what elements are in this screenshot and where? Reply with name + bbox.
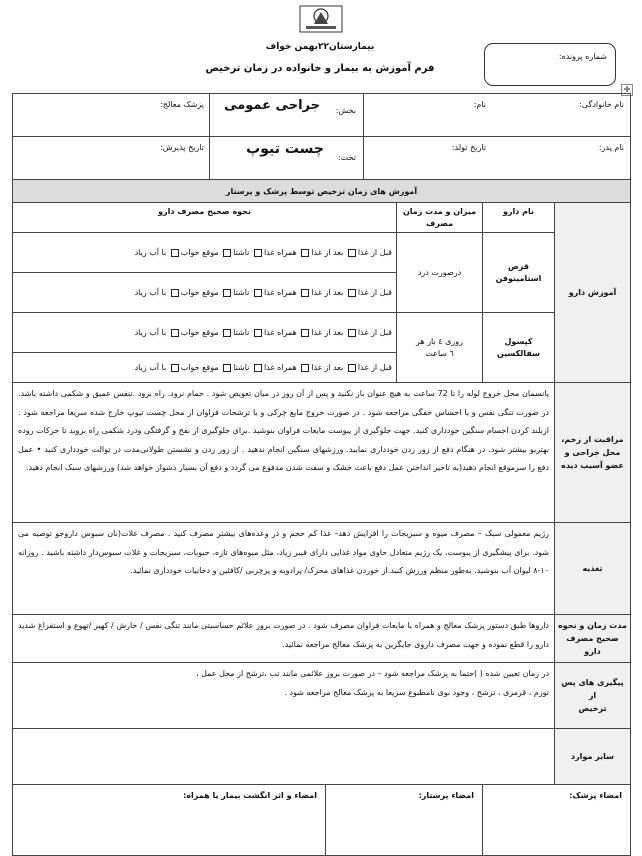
hospital-logo bbox=[298, 2, 344, 36]
checkbox[interactable] bbox=[301, 364, 309, 372]
checkbox[interactable] bbox=[254, 289, 262, 297]
drug-row-dose: درصورت درد bbox=[397, 233, 483, 313]
checkbox[interactable] bbox=[223, 364, 231, 372]
drug-options-row: قبل از غذا بعد از غذا همراه غذا ناشتا موقع خواب با آب زیاد bbox=[13, 353, 397, 383]
checkbox[interactable] bbox=[171, 329, 179, 337]
care-text[interactable]: پانسمان محل خروج لوله را تا 72 ساعت به هیچ عنوان باز نکنید و پس از آن روز در میان تعویض شود . حمام نرود. راه برود .تنفس عمیق و شکمی داشته باشد. در صورت تنگی نفس و یا احساس خفگی مراجعه شود . در صورت خروج مایع چرکی و یا ترشحات فراوان از محل چست تیوپ خارج شده سریعا مراجعه شود . ازبلند کردن اجسام سنگین خودداری کنید. جهت جلوگیری از یبوست مایعات فراوان بنوشید .برای جلوگیری از نفخ و گرفتگی ودرد شکمی راه بروید تا حرکات روده بهتربو بیشتر شود. در هنگام دفع از زور زدن خودداری نمایید. ورزشهای سنگین انجام ندهید . از زور زدن و نشستن طولانی‌مدت در توالت خودداری کنید • عمل دفع را سرموقع انجام دهید(به تاخیر انداختن عمل دفع باعث خشک و سفت شدن مدفوع می گردد و دفع آن بسیار دشوار خواهد شد) ورزشهای سبک انجام دهید. bbox=[13, 383, 555, 523]
doctor-field[interactable]: پزشک معالج: bbox=[160, 100, 204, 109]
checkbox[interactable] bbox=[223, 289, 231, 297]
father-name-field[interactable]: نام پدر: bbox=[598, 143, 624, 152]
checkbox[interactable] bbox=[301, 329, 309, 337]
checkbox[interactable] bbox=[348, 249, 356, 257]
birth-date-field[interactable]: تاریخ تولد: bbox=[451, 143, 486, 152]
checkbox[interactable] bbox=[254, 364, 262, 372]
checkbox[interactable] bbox=[171, 249, 179, 257]
followup-section-label: پیگیری های پس از ترخیص bbox=[555, 663, 631, 729]
checkbox[interactable] bbox=[223, 249, 231, 257]
drug-options-row: قبل از غذا بعد از غذا همراه غذا ناشتا موقع خواب با آب زیاد bbox=[13, 233, 397, 273]
checkbox[interactable] bbox=[254, 329, 262, 337]
other-text[interactable] bbox=[13, 729, 555, 785]
checkbox[interactable] bbox=[254, 249, 262, 257]
nutrition-section-label: تغذیه bbox=[555, 523, 631, 615]
checkbox[interactable] bbox=[348, 329, 356, 337]
form-title: فرم آموزش به بیمار و خانواده در زمان ترخیص bbox=[205, 63, 435, 74]
admit-date-field[interactable]: تاریخ پذیرش: bbox=[160, 143, 204, 152]
family-name-field[interactable]: نام خانوادگی: bbox=[579, 100, 624, 109]
patient-signature[interactable]: امضاء و اثر انگشت بیمار یا همراه: bbox=[183, 791, 317, 800]
file-number-box[interactable] bbox=[484, 43, 616, 86]
checkbox[interactable] bbox=[301, 289, 309, 297]
drug-row-name: قرص استامینوفن bbox=[483, 233, 555, 313]
ward-label: بخش: bbox=[335, 106, 356, 115]
bed-value[interactable]: چست تیوپ bbox=[246, 141, 324, 157]
checkbox[interactable] bbox=[348, 289, 356, 297]
duration-section-label: مدت زمان و نحوه صحیح مصرف دارو bbox=[555, 615, 631, 663]
move-handle-icon[interactable]: ✛ bbox=[621, 84, 633, 96]
drug-col-dose: میزان و مدت زمان مصرف bbox=[397, 203, 483, 233]
discharge-form-table bbox=[12, 93, 631, 856]
drug-options-row: قبل از غذا بعد از غذا همراه غذا ناشتا موقع خواب با آب زیاد bbox=[13, 313, 397, 353]
drug-section-label: آموزش دارو bbox=[555, 203, 631, 383]
bed-label: تخت: bbox=[338, 153, 356, 162]
care-section-label: مراقبت از زخم، محل جراحی و عضو آسیب دیده bbox=[555, 383, 631, 523]
other-section-label: سایر موارد bbox=[555, 729, 631, 785]
duration-text[interactable]: داروها طبق دستور پزشک معالج و همراه با مایعات فراوان مصرف شود . در صورت بروز علائم حساسیتی مانند تنگی نفس / خارش / کهیر /تهوع و استفراغ شدید دارو را قطع نموده و جهت مصرف داروی جایگزین به پزشک معالج مراجعه نمائید. bbox=[13, 615, 555, 663]
checkbox[interactable] bbox=[301, 249, 309, 257]
file-number-label: شماره پرونده: bbox=[558, 52, 607, 61]
name-field[interactable]: نام: bbox=[473, 100, 486, 109]
checkbox[interactable] bbox=[171, 289, 179, 297]
education-header: آموزش های زمان ترخیص توسط پزشک و پرستار bbox=[13, 180, 631, 203]
checkbox[interactable] bbox=[223, 329, 231, 337]
drug-row-dose: روزی ٤ بار هر ٦ ساعت bbox=[397, 313, 483, 383]
checkbox[interactable] bbox=[348, 364, 356, 372]
ward-value[interactable]: جراحی عمومی bbox=[224, 98, 320, 113]
nurse-signature[interactable]: امضاء پرستار: bbox=[325, 785, 482, 855]
drug-col-method: نحوه صحیح مصرف دارو bbox=[13, 203, 397, 233]
drug-row-name: کپسول سفالکسین bbox=[483, 313, 555, 383]
nutrition-text[interactable]: رژیم معمولی سبک – مصرف میوه و سبزیجات را افزایش دهد– غذا کم حجم و در وعده‌های بیشتر مصرف کنید . مصرف غلات(نان سبوس داروجو توصیه می شود. برای پیشگیری از یبوست، یک رژیم متعادل حاوی مواد غذایی دارای فیبر زیاد، مثل میوه‌های تازه، حبوبات، سبزیجات و غلات سبوس‌دار داشته باشید . روزانه ۱۰-۸ لیوان آب بنوشید. به‌طور منظم ورزش کنید.از خوردن غذاهای محرک/ پرادویه و پرچربی /کافئین و دخانیات خودداری نمائید. bbox=[13, 523, 555, 615]
drug-col-name: نام دارو bbox=[483, 203, 555, 233]
checkbox[interactable] bbox=[171, 364, 179, 372]
hospital-name: بیمارستان۲۲بهمن خواف bbox=[265, 42, 375, 52]
doctor-signature[interactable]: امضاء پزشک: bbox=[483, 785, 631, 856]
followup-text[interactable]: در زمان تعیین شده ( )حتما به پزشک مراجعه شود – در صورت بروز علائمی مانند تب ،ترشح از محل عمل ، تورم ، قرمزی ، ترشح ، وجود بوی نامطبوع سریعا به پزشک معالج مراجعه شود . bbox=[13, 663, 555, 729]
drug-options-row: قبل از غذا بعد از غذا همراه غذا ناشتا موقع خواب با آب زیاد bbox=[13, 273, 397, 313]
